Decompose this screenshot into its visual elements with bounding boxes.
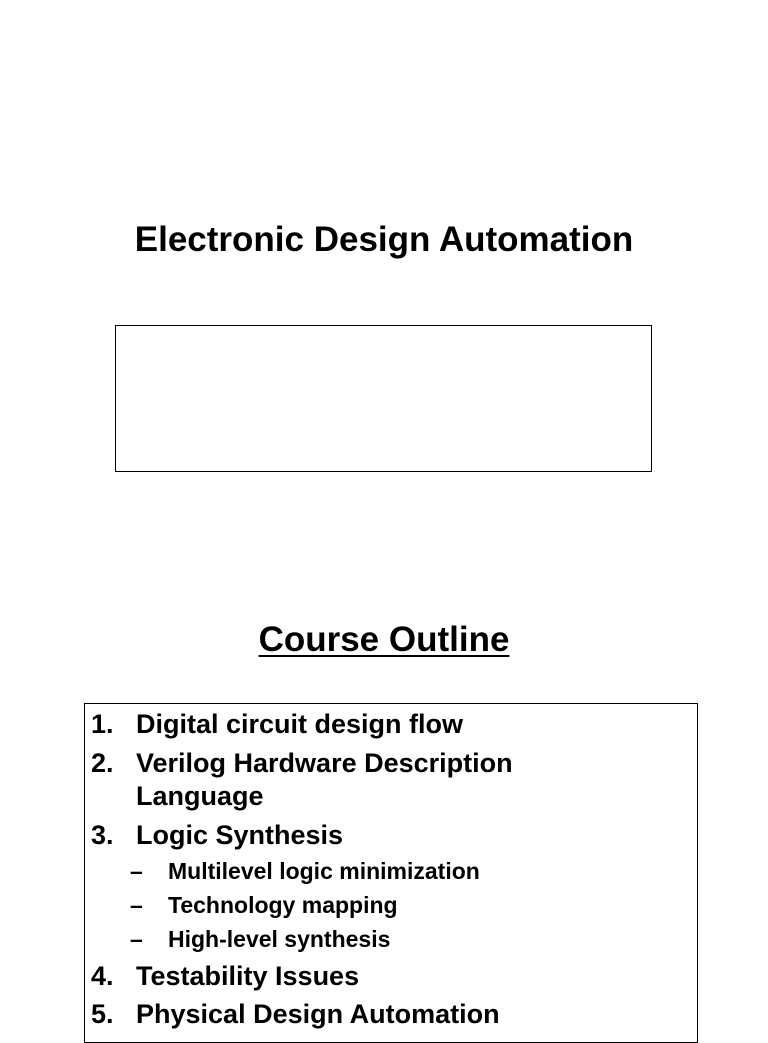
outline-item-text: Testability Issues	[136, 961, 360, 991]
outline-item-text: Verilog Hardware Description	[136, 748, 513, 778]
subitem-dash: –	[130, 858, 143, 884]
outline-item-number: 3.	[91, 820, 114, 850]
subitem-text: Technology mapping	[168, 892, 398, 918]
outline-item-text: Physical Design Automation	[136, 999, 500, 1029]
subitem-text: Multilevel logic minimization	[168, 858, 480, 884]
subitem-dash: –	[130, 926, 143, 952]
subitem-dash: –	[130, 892, 143, 918]
outline-item-number: 5.	[91, 999, 114, 1029]
outline-item-number: 1.	[91, 709, 114, 739]
course-outline-heading: Course Outline	[258, 620, 510, 659]
course-outline-list	[84, 703, 698, 1043]
outline-item-number: 2.	[91, 748, 114, 778]
subitem-text: High-level synthesis	[168, 926, 391, 952]
outline-item-text: Logic Synthesis	[136, 820, 344, 850]
outline-item-text-continued: Language	[136, 781, 264, 811]
outline-item-number: 4.	[91, 961, 114, 991]
document-title: Electronic Design Automation	[134, 220, 634, 259]
blank-frame	[115, 325, 652, 472]
outline-item-text: Digital circuit design flow	[136, 709, 464, 739]
